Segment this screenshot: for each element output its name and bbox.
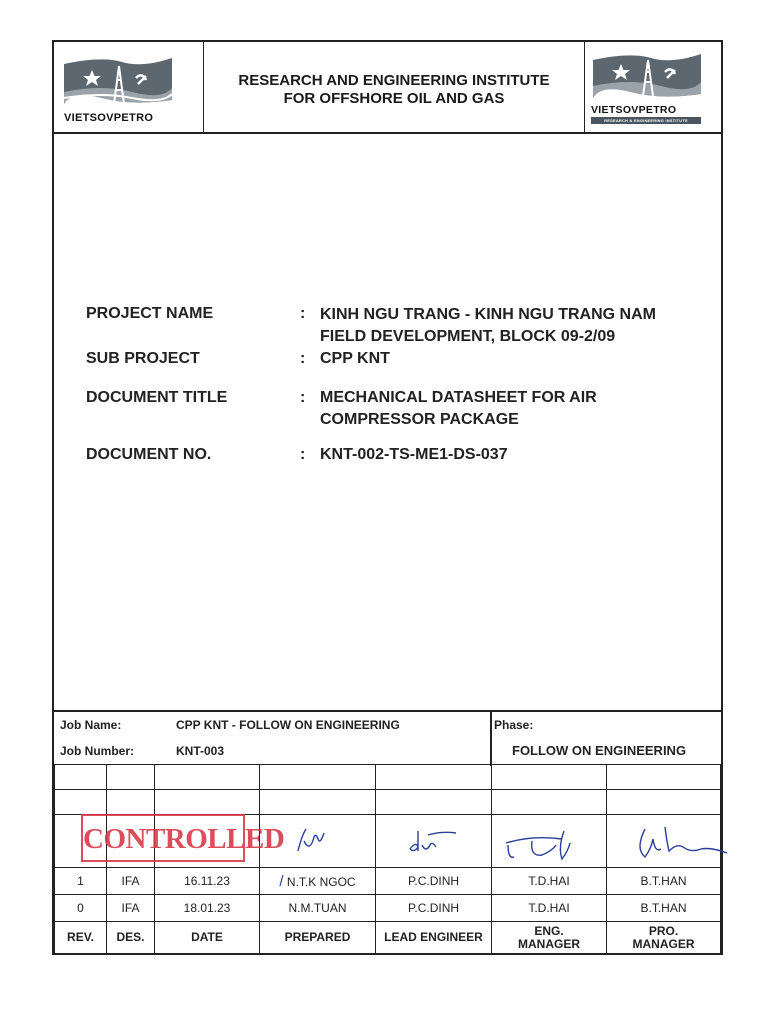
job-number-label: Job Number: — [60, 744, 135, 758]
prepared-header: PREPARED — [260, 922, 376, 954]
document-title-label: DOCUMENT TITLE — [86, 389, 228, 406]
table-row — [55, 895, 721, 922]
prepared-cell — [260, 868, 376, 895]
document-no-value: KNT-002-TS-ME1-DS-037 — [320, 446, 508, 463]
document-title-value — [320, 387, 597, 431]
pro-manager-header — [607, 922, 721, 954]
lead-cell: P.C.DINH — [376, 868, 492, 895]
phase-value: FOLLOW ON ENGINEERING — [512, 743, 687, 758]
des-header: DES. — [107, 922, 155, 954]
job-name-label: Job Name: — [60, 718, 122, 732]
des-cell: IFA — [107, 868, 155, 895]
logo-left-text: VIETSOVPETRO — [64, 112, 154, 124]
logo-right-subtext: RESEARCH & ENGINEERING INSTITUTE — [591, 117, 701, 124]
document-frame — [52, 40, 723, 955]
eng-signature — [492, 815, 607, 868]
eng-manager-header — [492, 922, 607, 954]
date-cell: 16.11.23 — [155, 868, 260, 895]
rev-header: REV. — [55, 922, 107, 954]
pro-manager-header-line-1: PRO. — [648, 923, 679, 938]
institute-line-1: RESEARCH AND ENGINEERING INSTITUTE — [238, 72, 550, 89]
signature-icon — [290, 825, 340, 857]
document-no-label: DOCUMENT NO. — [86, 446, 212, 463]
table-row — [55, 765, 721, 790]
colon: : — [300, 305, 306, 322]
eng-manager-header-line-1: ENG. — [534, 923, 564, 938]
signature-icon — [631, 819, 731, 863]
rev-cell: 1 — [55, 868, 107, 895]
institute-line-2: FOR OFFSHORE OIL AND GAS — [283, 90, 505, 107]
rev-cell: 0 — [55, 895, 107, 922]
eng-cell: T.D.HAI — [492, 895, 607, 922]
date-header: DATE — [155, 922, 260, 954]
table-header-row — [55, 922, 721, 954]
lead-signature — [376, 815, 492, 868]
sub-project-label: SUB PROJECT — [86, 350, 200, 367]
lead-engineer-header: LEAD ENGINEER — [376, 922, 492, 954]
date-cell: 18.01.23 — [155, 895, 260, 922]
colon: : — [300, 446, 306, 463]
signature-icon — [502, 821, 597, 865]
project-name-line-1: KINH NGU TRANG - KINH NGU TRANG NAM — [320, 306, 656, 323]
controlled-stamp: CONTROLLED — [81, 814, 245, 862]
phase-label: Phase: — [494, 718, 534, 732]
colon: : — [300, 389, 306, 406]
prepared-cell: N.M.TUAN — [260, 895, 376, 922]
des-cell: IFA — [107, 895, 155, 922]
job-info-divider — [490, 712, 492, 766]
pro-cell: B.T.HAN — [607, 895, 721, 922]
project-name-line-2: FIELD DEVELOPMENT, BLOCK 09-2/09 — [320, 328, 616, 345]
logo-right-text: VIETSOVPETRO — [591, 104, 677, 116]
colon: : — [300, 350, 306, 367]
job-info — [54, 710, 721, 766]
pro-cell: B.T.HAN — [607, 868, 721, 895]
pro-signature — [607, 815, 721, 868]
eng-cell: T.D.HAI — [492, 868, 607, 895]
sub-project-value: CPP KNT — [320, 350, 390, 367]
project-name-value — [320, 304, 656, 348]
slash-mark-icon: / — [279, 872, 284, 890]
lead-cell: P.C.DINH — [376, 895, 492, 922]
document-title-line-2: COMPRESSOR PACKAGE — [320, 411, 519, 428]
pro-manager-header-line-2: MANAGER — [632, 936, 695, 951]
document-title-line-1: MECHANICAL DATASHEET FOR AIR — [320, 389, 597, 406]
table-row — [55, 868, 721, 895]
job-name-value: CPP KNT - FOLLOW ON ENGINEERING — [176, 718, 400, 732]
eng-manager-header-line-2: MANAGER — [518, 936, 580, 951]
project-name-label: PROJECT NAME — [86, 305, 214, 322]
prepared-name: N.T.K NGOC — [286, 874, 356, 889]
job-number-value: KNT-003 — [176, 744, 225, 758]
table-row — [55, 790, 721, 815]
signature-icon — [402, 827, 462, 857]
